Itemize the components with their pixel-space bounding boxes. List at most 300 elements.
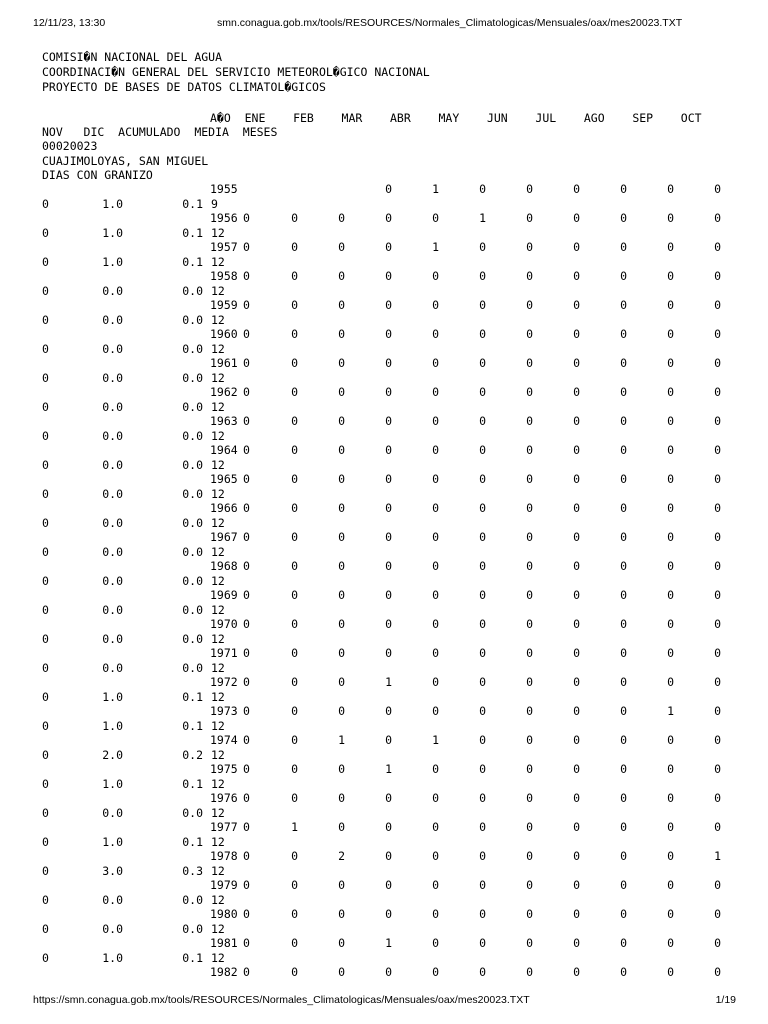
cell-abr: 0: [385, 588, 392, 602]
cell-jun: 0: [479, 907, 486, 921]
cell-year: 1973: [210, 704, 238, 718]
cell-ago: 0: [573, 298, 580, 312]
cell-acumulado: 0.0: [102, 428, 123, 443]
cell-ago: 0: [573, 733, 580, 747]
cell-jun: 0: [479, 356, 486, 370]
table-row: [0, 704, 768, 733]
cell-jul: 0: [526, 849, 533, 863]
cell-sep: 0: [620, 820, 627, 834]
cell-acumulado: 2.0: [102, 747, 123, 762]
cell-abr: 0: [385, 646, 392, 660]
cell-mar: 0: [338, 472, 345, 486]
cell-dic: 0: [42, 428, 49, 443]
cell-dic: 0: [42, 921, 49, 936]
cell-abr: 0: [385, 240, 392, 254]
cell-jun: 0: [479, 414, 486, 428]
cell-abr: 0: [385, 298, 392, 312]
cell-jul: 0: [526, 704, 533, 718]
cell-sep: 0: [620, 588, 627, 602]
cell-ene: 0: [243, 559, 250, 573]
cell-jul: 0: [526, 762, 533, 776]
cell-oct: 0: [667, 907, 674, 921]
cell-feb: 0: [291, 472, 298, 486]
cell-ago: 0: [573, 936, 580, 950]
cell-ene: 0: [243, 849, 250, 863]
cell-jul: 0: [526, 936, 533, 950]
cell-oct: 0: [667, 443, 674, 457]
cell-jul: 0: [526, 414, 533, 428]
cell-nov: 1: [714, 849, 721, 863]
cell-abr: 0: [385, 443, 392, 457]
table-row: [0, 211, 768, 240]
cell-feb: 0: [291, 298, 298, 312]
cell-jul: 0: [526, 501, 533, 515]
cell-nov: 0: [714, 704, 721, 718]
cell-may: 0: [432, 356, 439, 370]
cell-may: 0: [432, 530, 439, 544]
table-row: [0, 675, 768, 704]
cell-mar: 0: [338, 820, 345, 834]
cell-meses: 12: [211, 312, 225, 327]
table-row: [0, 443, 768, 472]
cell-oct: 0: [667, 298, 674, 312]
cell-ago: 0: [573, 559, 580, 573]
cell-sep: 0: [620, 501, 627, 515]
cell-sep: 0: [620, 907, 627, 921]
cell-may: 0: [432, 327, 439, 341]
cell-year: 1955: [210, 182, 238, 196]
cell-media: 0.0: [182, 341, 203, 356]
cell-dic: 0: [42, 834, 49, 849]
cell-dic: 0: [42, 312, 49, 327]
cell-may: 0: [432, 907, 439, 921]
cell-mar: 0: [338, 936, 345, 950]
cell-oct: 0: [667, 211, 674, 225]
cell-media: 0.0: [182, 573, 203, 588]
cell-feb: 0: [291, 907, 298, 921]
cell-feb: 0: [291, 733, 298, 747]
table-row: [0, 530, 768, 559]
cell-media: 0.0: [182, 660, 203, 675]
cell-oct: 0: [667, 820, 674, 834]
cell-ago: 0: [573, 501, 580, 515]
cell-sep: 0: [620, 559, 627, 573]
cell-may: 0: [432, 791, 439, 805]
cell-oct: 1: [667, 704, 674, 718]
cell-feb: 0: [291, 211, 298, 225]
cell-feb: 0: [291, 327, 298, 341]
cell-mar: 0: [338, 617, 345, 631]
cell-oct: 0: [667, 269, 674, 283]
cell-jul: 0: [526, 530, 533, 544]
cell-dic: 0: [42, 225, 49, 240]
cell-nov: 0: [714, 298, 721, 312]
cell-nov: 0: [714, 530, 721, 544]
cell-sep: 0: [620, 182, 627, 196]
table-row: [0, 472, 768, 501]
cell-sep: 0: [620, 530, 627, 544]
cell-jun: 0: [479, 704, 486, 718]
cell-may: 0: [432, 588, 439, 602]
cell-sep: 0: [620, 617, 627, 631]
cell-media: 0.0: [182, 805, 203, 820]
cell-year: 1962: [210, 385, 238, 399]
table-row: [0, 617, 768, 646]
cell-meses: 12: [211, 254, 225, 269]
cell-ene: 0: [243, 385, 250, 399]
cell-jun: 0: [479, 559, 486, 573]
cell-sep: 0: [620, 878, 627, 892]
cell-meses: 12: [211, 515, 225, 530]
cell-ene: 0: [243, 501, 250, 515]
cell-sep: 0: [620, 936, 627, 950]
cell-mar: 0: [338, 588, 345, 602]
table-row: [0, 907, 768, 936]
cell-ene: 0: [243, 211, 250, 225]
cell-mar: 0: [338, 414, 345, 428]
cell-acumulado: 0.0: [102, 370, 123, 385]
cell-meses: 12: [211, 747, 225, 762]
cell-feb: 0: [291, 878, 298, 892]
cell-nov: 0: [714, 501, 721, 515]
cell-abr: 0: [385, 791, 392, 805]
cell-sep: 0: [620, 240, 627, 254]
table-row: [0, 240, 768, 269]
cell-feb: 0: [291, 675, 298, 689]
cell-nov: 0: [714, 327, 721, 341]
cell-oct: 0: [667, 472, 674, 486]
cell-sep: 0: [620, 675, 627, 689]
cell-feb: 0: [291, 240, 298, 254]
column-header-months: A�O ENE FEB MAR ABR MAY JUN JUL AGO SEP OCT: [210, 111, 702, 125]
cell-media: 0.0: [182, 428, 203, 443]
print-footer-url: https://smn.conagua.gob.mx/tools/RESOURCES/Normales_Climatologicas/Mensuales/oax/mes20023.TXT: [33, 994, 530, 1006]
cell-meses: 12: [211, 602, 225, 617]
cell-may: 0: [432, 646, 439, 660]
station-id: 00020023: [42, 139, 98, 153]
cell-meses: 12: [211, 718, 225, 733]
cell-media: 0.0: [182, 631, 203, 646]
cell-nov: 0: [714, 269, 721, 283]
cell-ene: 0: [243, 588, 250, 602]
cell-oct: 0: [667, 356, 674, 370]
cell-dic: 0: [42, 747, 49, 762]
cell-abr: 1: [385, 675, 392, 689]
cell-acumulado: 1.0: [102, 225, 123, 240]
header-line-agency: COMISI�N NACIONAL DEL AGUA: [42, 50, 223, 64]
cell-feb: 0: [291, 965, 298, 979]
cell-year: 1963: [210, 414, 238, 428]
cell-mar: 0: [338, 530, 345, 544]
cell-dic: 0: [42, 196, 49, 211]
cell-ago: 0: [573, 385, 580, 399]
cell-abr: 1: [385, 762, 392, 776]
cell-ago: 0: [573, 617, 580, 631]
cell-may: 0: [432, 617, 439, 631]
cell-meses: 12: [211, 776, 225, 791]
cell-sep: 0: [620, 269, 627, 283]
cell-feb: 0: [291, 414, 298, 428]
cell-feb: 0: [291, 791, 298, 805]
cell-abr: 0: [385, 356, 392, 370]
print-header-datetime: 12/11/23, 13:30: [33, 17, 106, 29]
cell-nov: 0: [714, 733, 721, 747]
cell-acumulado: 1.0: [102, 718, 123, 733]
cell-may: 0: [432, 820, 439, 834]
cell-jul: 0: [526, 820, 533, 834]
cell-nov: 0: [714, 907, 721, 921]
cell-ene: 0: [243, 617, 250, 631]
variable-title: DIAS CON GRANIZO: [42, 168, 153, 182]
cell-dic: 0: [42, 515, 49, 530]
header-line-coordination: COORDINACI�N GENERAL DEL SERVICIO METEOROL�GICO NACIONAL: [42, 65, 430, 79]
cell-media: 0.0: [182, 515, 203, 530]
cell-year: 1974: [210, 733, 238, 747]
cell-ene: 0: [243, 443, 250, 457]
cell-year: 1966: [210, 501, 238, 515]
cell-media: 0.0: [182, 544, 203, 559]
cell-meses: 12: [211, 834, 225, 849]
cell-acumulado: 1.0: [102, 950, 123, 965]
cell-sep: 0: [620, 414, 627, 428]
cell-meses: 12: [211, 863, 225, 878]
cell-nov: 0: [714, 443, 721, 457]
header-line-project: PROYECTO DE BASES DE DATOS CLIMATOL�GICOS: [42, 80, 326, 94]
cell-nov: 0: [714, 588, 721, 602]
cell-year: 1979: [210, 878, 238, 892]
cell-jul: 0: [526, 646, 533, 660]
cell-mar: 0: [338, 501, 345, 515]
cell-ene: 0: [243, 936, 250, 950]
cell-ago: 0: [573, 182, 580, 196]
table-row: [0, 559, 768, 588]
cell-ene: 0: [243, 878, 250, 892]
cell-meses: 12: [211, 225, 225, 240]
table-row: [0, 849, 768, 878]
cell-nov: 0: [714, 820, 721, 834]
cell-nov: 0: [714, 385, 721, 399]
cell-year: 1956: [210, 211, 238, 225]
cell-jun: 0: [479, 530, 486, 544]
cell-dic: 0: [42, 718, 49, 733]
cell-sep: 0: [620, 472, 627, 486]
cell-dic: 0: [42, 863, 49, 878]
cell-ene: 0: [243, 356, 250, 370]
cell-meses: 12: [211, 544, 225, 559]
cell-nov: 0: [714, 878, 721, 892]
cell-jun: 0: [479, 501, 486, 515]
cell-year: 1977: [210, 820, 238, 834]
cell-ene: 0: [243, 791, 250, 805]
cell-media: 0.1: [182, 254, 203, 269]
cell-oct: 0: [667, 327, 674, 341]
cell-jul: 0: [526, 298, 533, 312]
cell-may: 0: [432, 559, 439, 573]
cell-year: 1967: [210, 530, 238, 544]
cell-acumulado: 0.0: [102, 631, 123, 646]
cell-acumulado: 0.0: [102, 283, 123, 298]
cell-mar: 2: [338, 849, 345, 863]
cell-meses: 12: [211, 921, 225, 936]
cell-mar: 0: [338, 559, 345, 573]
cell-nov: 0: [714, 675, 721, 689]
cell-jun: 1: [479, 211, 486, 225]
cell-media: 0.1: [182, 718, 203, 733]
cell-feb: 0: [291, 762, 298, 776]
cell-dic: 0: [42, 631, 49, 646]
table-row: [0, 820, 768, 849]
cell-oct: 0: [667, 240, 674, 254]
cell-may: 0: [432, 211, 439, 225]
cell-ene: 0: [243, 907, 250, 921]
cell-abr: 0: [385, 414, 392, 428]
cell-year: 1961: [210, 356, 238, 370]
print-header-title: smn.conagua.gob.mx/tools/RESOURCES/Normales_Climatologicas/Mensuales/oax/mes20023.TXT: [217, 17, 683, 29]
cell-jul: 0: [526, 878, 533, 892]
cell-oct: 0: [667, 182, 674, 196]
cell-ago: 0: [573, 530, 580, 544]
cell-ene: 0: [243, 733, 250, 747]
cell-meses: 12: [211, 399, 225, 414]
cell-may: 1: [432, 240, 439, 254]
cell-mar: 1: [338, 733, 345, 747]
cell-feb: 0: [291, 936, 298, 950]
cell-nov: 0: [714, 791, 721, 805]
cell-acumulado: 0.0: [102, 515, 123, 530]
cell-acumulado: 0.0: [102, 399, 123, 414]
table-row: [0, 385, 768, 414]
cell-may: 0: [432, 472, 439, 486]
cell-may: 0: [432, 878, 439, 892]
cell-ago: 0: [573, 762, 580, 776]
cell-media: 0.2: [182, 747, 203, 762]
cell-year: 1975: [210, 762, 238, 776]
cell-meses: 9: [211, 196, 218, 211]
cell-ene: 0: [243, 965, 250, 979]
table-row: [0, 646, 768, 675]
cell-ene: 0: [243, 472, 250, 486]
print-footer-page: 1/19: [715, 994, 736, 1006]
cell-acumulado: 0.0: [102, 573, 123, 588]
cell-feb: 0: [291, 356, 298, 370]
cell-acumulado: 1.0: [102, 776, 123, 791]
cell-jun: 0: [479, 820, 486, 834]
cell-jul: 0: [526, 269, 533, 283]
cell-nov: 0: [714, 936, 721, 950]
cell-may: 0: [432, 704, 439, 718]
cell-year: 1965: [210, 472, 238, 486]
cell-ago: 0: [573, 849, 580, 863]
cell-abr: 0: [385, 704, 392, 718]
cell-sep: 0: [620, 211, 627, 225]
cell-ago: 0: [573, 704, 580, 718]
cell-dic: 0: [42, 399, 49, 414]
cell-ago: 0: [573, 240, 580, 254]
cell-feb: 0: [291, 269, 298, 283]
cell-abr: 1: [385, 936, 392, 950]
cell-may: 0: [432, 936, 439, 950]
cell-jul: 0: [526, 385, 533, 399]
cell-dic: 0: [42, 573, 49, 588]
cell-jul: 0: [526, 965, 533, 979]
table-row: [0, 501, 768, 530]
cell-acumulado: 1.0: [102, 254, 123, 269]
cell-abr: 0: [385, 878, 392, 892]
cell-dic: 0: [42, 370, 49, 385]
cell-meses: 12: [211, 892, 225, 907]
cell-feb: 0: [291, 588, 298, 602]
cell-media: 0.0: [182, 921, 203, 936]
cell-jul: 0: [526, 443, 533, 457]
cell-jun: 0: [479, 791, 486, 805]
cell-jun: 0: [479, 588, 486, 602]
cell-jun: 0: [479, 965, 486, 979]
cell-media: 0.0: [182, 312, 203, 327]
cell-dic: 0: [42, 457, 49, 472]
cell-acumulado: 1.0: [102, 196, 123, 211]
cell-ago: 0: [573, 443, 580, 457]
cell-jun: 0: [479, 443, 486, 457]
cell-dic: 0: [42, 486, 49, 501]
cell-abr: 0: [385, 327, 392, 341]
cell-feb: 0: [291, 530, 298, 544]
table-row: [0, 588, 768, 617]
table-row: [0, 182, 768, 211]
cell-mar: 0: [338, 675, 345, 689]
station-name: CUAJIMOLOYAS, SAN MIGUEL: [42, 154, 209, 168]
cell-jun: 0: [479, 733, 486, 747]
cell-year: 1969: [210, 588, 238, 602]
table-row: [0, 733, 768, 762]
cell-may: 0: [432, 385, 439, 399]
cell-media: 0.0: [182, 602, 203, 617]
table-row: [0, 327, 768, 356]
cell-nov: 0: [714, 240, 721, 254]
cell-abr: 0: [385, 559, 392, 573]
cell-jun: 0: [479, 646, 486, 660]
cell-feb: 0: [291, 559, 298, 573]
cell-mar: 0: [338, 240, 345, 254]
cell-acumulado: 0.0: [102, 544, 123, 559]
cell-feb: 0: [291, 385, 298, 399]
cell-year: 1982: [210, 965, 238, 979]
cell-mar: 0: [338, 385, 345, 399]
cell-mar: 0: [338, 791, 345, 805]
cell-jun: 0: [479, 240, 486, 254]
table-row: [0, 762, 768, 791]
cell-abr: 0: [385, 907, 392, 921]
cell-feb: 0: [291, 443, 298, 457]
cell-media: 0.0: [182, 457, 203, 472]
cell-feb: 0: [291, 501, 298, 515]
cell-jul: 0: [526, 559, 533, 573]
cell-ene: 0: [243, 414, 250, 428]
cell-acumulado: 0.0: [102, 341, 123, 356]
table-row: [0, 298, 768, 327]
cell-jul: 0: [526, 588, 533, 602]
cell-jun: 0: [479, 617, 486, 631]
cell-jul: 0: [526, 791, 533, 805]
cell-jul: 0: [526, 472, 533, 486]
cell-year: 1978: [210, 849, 238, 863]
cell-abr: 0: [385, 211, 392, 225]
cell-oct: 0: [667, 791, 674, 805]
cell-oct: 0: [667, 588, 674, 602]
cell-nov: 0: [714, 472, 721, 486]
cell-year: 1957: [210, 240, 238, 254]
cell-dic: 0: [42, 776, 49, 791]
cell-abr: 0: [385, 472, 392, 486]
